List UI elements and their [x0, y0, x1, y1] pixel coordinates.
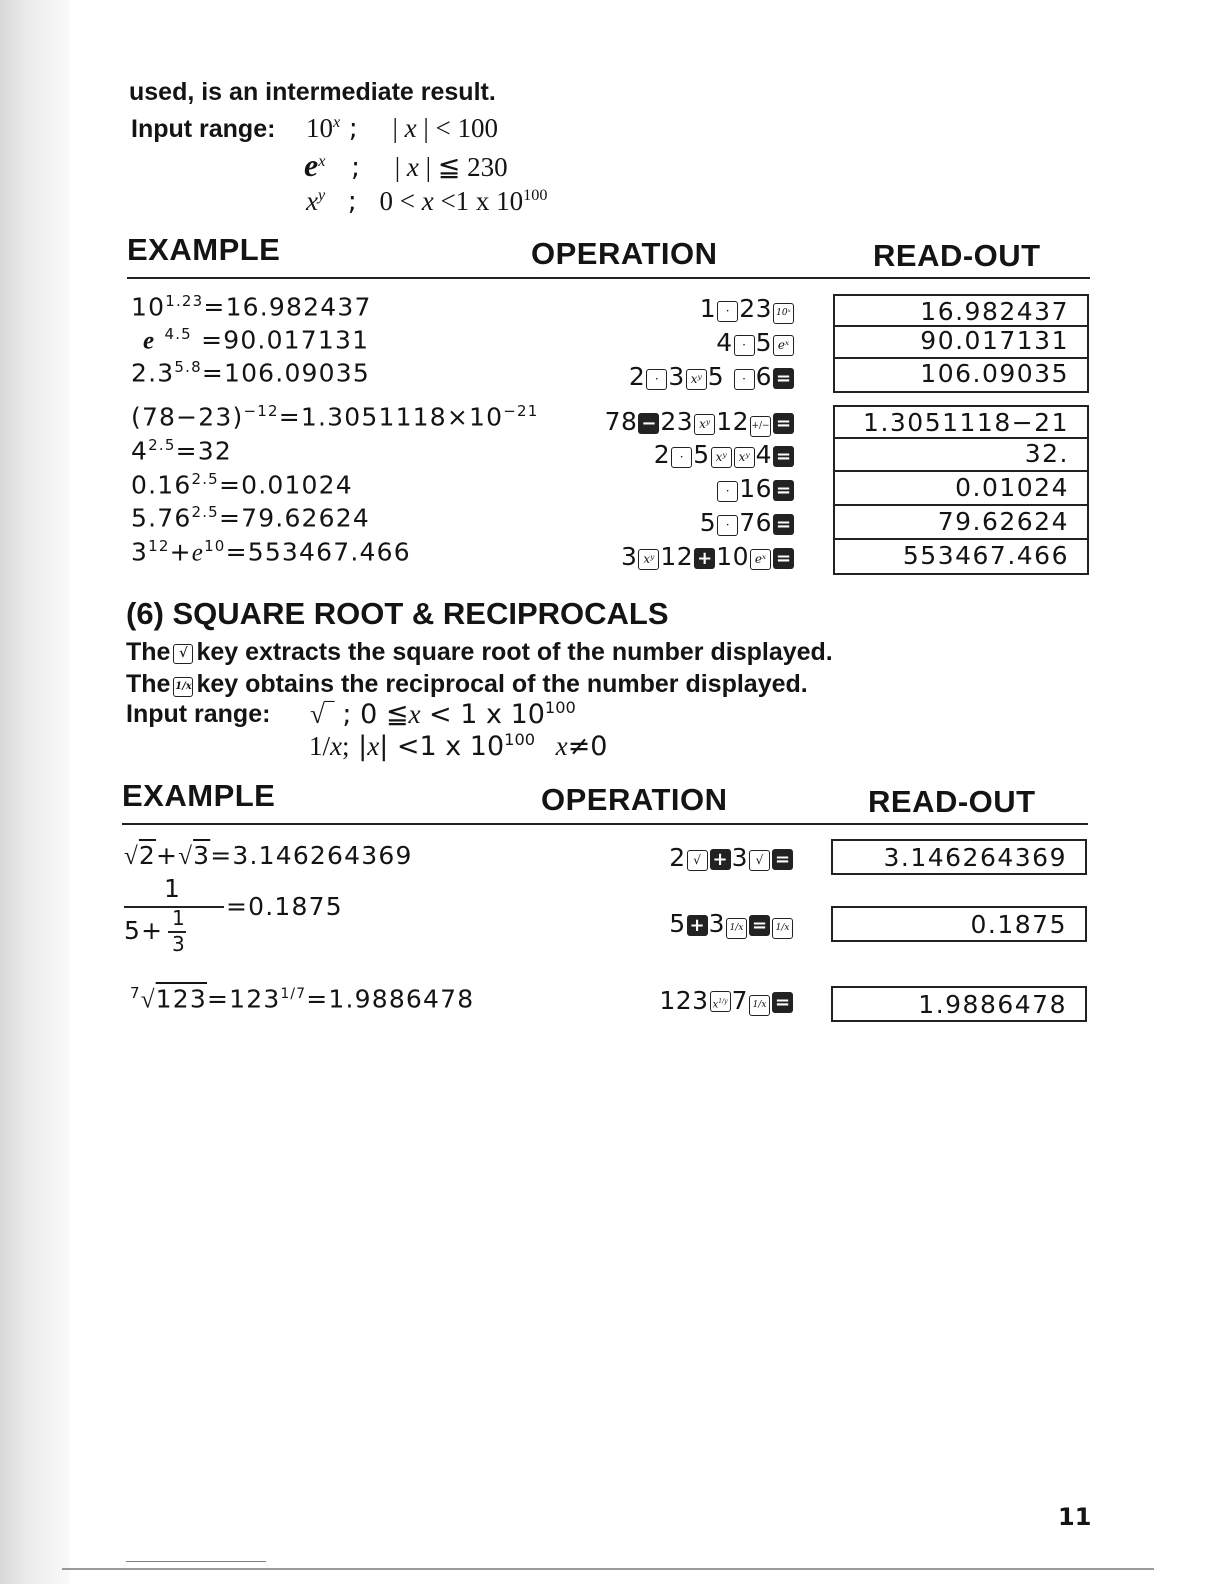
header-readout: READ-OUT [868, 784, 1036, 819]
table-row-operation: 2 · 3 xʸ 5 · 6 = [629, 362, 795, 391]
input-range-label: Input range: [126, 700, 271, 728]
header-operation: OPERATION [541, 782, 728, 817]
table-row-operation: 1 · 23 10ˣ [700, 294, 795, 324]
readout-display: 16.982437 [833, 294, 1089, 327]
equals-key-icon: = [772, 849, 793, 870]
plus-key-icon: + [687, 915, 708, 936]
minus-key-icon: − [638, 413, 659, 434]
readout-display: 1.9886478 [831, 986, 1087, 1022]
bottom-edge-line [62, 1568, 1154, 1570]
sqrt-key-description: The √ key extracts the square root of the number displayed. [126, 638, 833, 666]
square-root-key-icon: √ [687, 850, 708, 871]
intro-text: used, is an intermediate result. [129, 78, 496, 106]
footer-mark [126, 1561, 266, 1562]
decimal-point-key-icon: · [734, 369, 755, 390]
table-row-operation: 2 √ + 3 √ = [669, 843, 794, 872]
readout-display: 32. [833, 437, 1089, 472]
equals-key-icon: = [772, 992, 793, 1013]
table-row-example: $0.16^{2.5}=0.01024$ [131, 470, 353, 500]
reciprocal-key-icon: 1/x [173, 677, 193, 697]
table-row-operation: 3 xʸ 12 + 10 eˣ = [621, 542, 795, 571]
readout-display: 106.09035 [833, 357, 1089, 393]
table-row-operation: 5 + 3 1/x = 1/x [669, 909, 794, 939]
table-row-example: $2.3^{5.8}=106.09035$ [131, 358, 370, 388]
decimal-point-key-icon: · [671, 447, 692, 468]
header-readout: READ-OUT [873, 238, 1041, 273]
reciprocal-key-icon: 1/x [726, 918, 747, 939]
table-row-example: $4^{2.5}=32$ [131, 436, 232, 466]
decimal-point-key-icon: · [717, 301, 738, 322]
table-row-example: $5.76^{2.5}=79.62624$ [131, 503, 370, 533]
reciprocal-key-icon: 1/x [749, 995, 770, 1016]
square-root-key-icon: √ [749, 850, 770, 871]
page-number: 11 [1058, 1503, 1092, 1531]
equals-key-icon: = [773, 368, 794, 389]
input-range-label: Input range: [131, 115, 276, 143]
range-ex: $e^x$ ; | x | ≦ 230 [304, 147, 508, 183]
plus-key-icon: + [710, 849, 731, 870]
header-example: EXAMPLE [122, 778, 276, 813]
range-sqrt: √‾ ; 0 ≦x < 1 x $10^{100}$ [310, 698, 576, 730]
readout-display: 90.017131 [833, 325, 1089, 359]
header-example: EXAMPLE [127, 232, 281, 267]
table-row-operation: 2 · 5 xʸ xʸ 4 = [654, 440, 795, 469]
table-header-rule [122, 823, 1088, 825]
x-power-y-key-icon: xʸ [711, 447, 732, 468]
range-reciprocal: 1/x; |x| <1 x $10^{100}$ x≠0 [309, 730, 608, 762]
readout-display: 79.62624 [833, 505, 1089, 540]
x-power-y-key-icon: xʸ [694, 414, 715, 435]
table-row-example: $10^{1.23}=16.982437$ [131, 292, 372, 322]
section-title: (6) SQUARE ROOT & RECIPROCALS [126, 596, 669, 631]
table-row-example: $^7√123=123^{1/7}=1.9886478$ [130, 984, 475, 1014]
equals-key-icon: = [749, 915, 770, 936]
header-operation: OPERATION [531, 236, 718, 271]
decimal-point-key-icon: · [734, 335, 755, 356]
plus-key-icon: + [694, 548, 715, 569]
reciprocal-key-icon: 1/x [772, 918, 793, 939]
table-row-example: √2+√3=3.146264369 [124, 841, 413, 870]
e-power-x-key-icon: eˣ [773, 335, 794, 356]
x-power-y-key-icon: xʸ [638, 549, 659, 570]
table-row-operation: 4 · 5 eˣ [716, 328, 795, 357]
square-root-key-icon: √ [173, 644, 193, 664]
equals-key-icon: = [773, 514, 794, 535]
table-row-operation: 5 · 76 = [700, 508, 795, 537]
range-10x: 10$^x$ ; | x | < 100 [306, 113, 498, 144]
table-header-rule [127, 277, 1090, 279]
readout-display: 3.146264369 [831, 839, 1087, 875]
table-row-operation: 78 − 23 xʸ 12 +/− = [605, 407, 795, 437]
page-gutter-shadow [0, 0, 70, 1584]
range-xy: $x^y$ ; 0 < x <1 x $10^{100}$ [306, 186, 548, 217]
e-power-x-key-icon: eˣ [750, 549, 771, 570]
change-sign-key-icon: +/− [750, 416, 771, 437]
reciprocal-key-description: The 1/x key obtains the reciprocal of the number displayed. [126, 670, 808, 698]
decimal-point-key-icon: · [717, 515, 738, 536]
decimal-point-key-icon: · [646, 369, 667, 390]
table-row-example: $3^{12}+e^{10}=553467.466$ [131, 537, 411, 567]
x-power-y-key-icon: xʸ [686, 369, 707, 390]
table-row-operation: 123 $x^{1/y}$ 7 1/x = [659, 986, 794, 1016]
table-row-operation: · 16 = [716, 474, 795, 503]
equals-key-icon: = [773, 446, 794, 467]
equals-key-icon: = [773, 480, 794, 501]
readout-display: 1.3051118−21 [833, 405, 1089, 439]
readout-display: 0.1875 [831, 906, 1087, 942]
table-row-example: $(78-23)^{-12}=1.3051118\times 10^{-21}$ [131, 402, 539, 432]
table-row-example: 1 =0.1875 5+ 1 3 [124, 874, 343, 956]
table-row-example: e $^{4.5}$ =90.017131 [143, 325, 370, 355]
equals-key-icon: = [773, 548, 794, 569]
readout-display: 553467.466 [833, 539, 1089, 575]
equals-key-icon: = [773, 413, 794, 434]
x-root-y-key-icon: $x^{1/y}$ [710, 991, 731, 1012]
x-power-y-key-icon: xʸ [734, 447, 755, 468]
readout-display: 0.01024 [833, 471, 1089, 506]
decimal-point-key-icon: · [717, 481, 738, 502]
ten-power-x-key-icon: 10ˣ [773, 303, 794, 324]
